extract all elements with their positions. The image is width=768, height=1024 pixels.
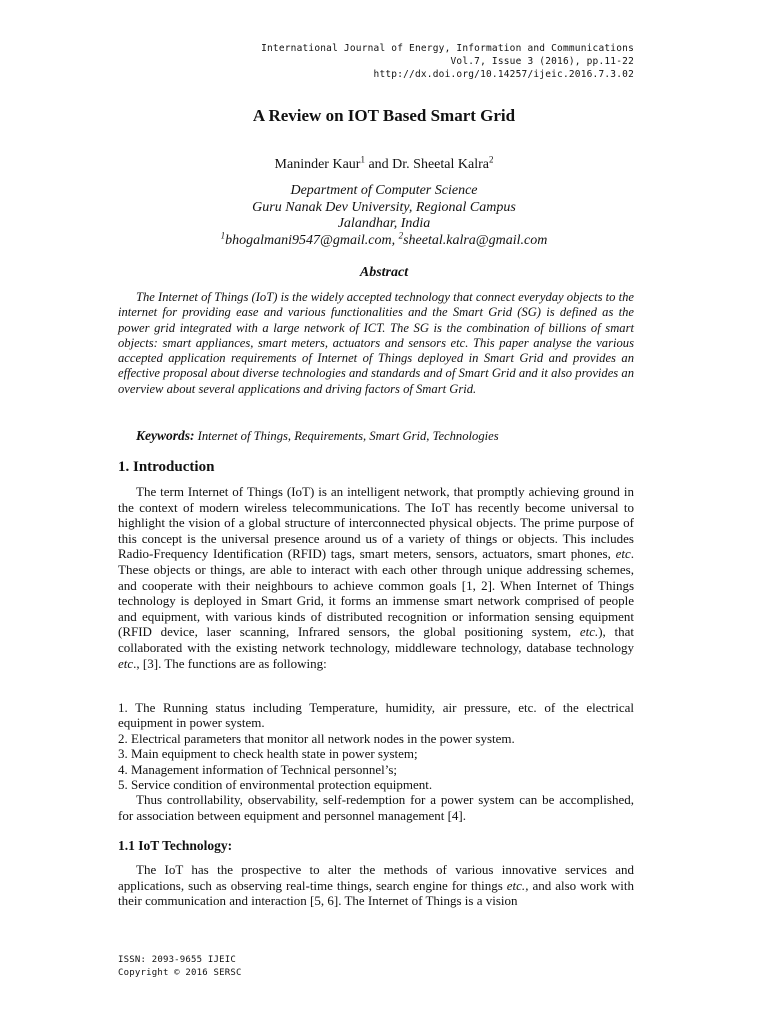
email-1-sup: 1 — [220, 229, 226, 240]
footer-issn: ISSN: 2093-9655 IJEIC — [118, 955, 236, 965]
author-line — [0, 154, 768, 173]
functions-list — [118, 700, 634, 792]
intro-etc-2: etc. — [579, 624, 599, 640]
footer-copyright: Copyright © 2016 SERSC — [118, 968, 242, 978]
list-item: 5. Service condition of environmental protection equipment. — [118, 777, 433, 793]
intro-etc-3: etc — [118, 655, 134, 671]
affil-city: Jalandhar, India — [337, 216, 431, 231]
intro-text-d: ., [3]. The functions are as following: — [133, 655, 327, 671]
affiliation — [0, 183, 768, 249]
list-item: 1. The Running status including Temperature, humidity, air pressure, etc. of the electrical equipment in power system. — [118, 700, 634, 731]
author-2: Dr. Sheetal Kalra — [392, 157, 489, 172]
email-1[interactable]: bhogalmani9547@gmail.com, — [225, 232, 396, 248]
iot-paragraph — [118, 862, 634, 909]
keywords-label: Keywords: — [136, 428, 195, 443]
iot-text-a: The IoT has the prospective to alter the methods of various innovative services and applications, such as observing real-time things, search engine for things — [118, 862, 634, 893]
doi-link[interactable]: http://dx.doi.org/10.14257/ijeic.2016.7.3.02 — [373, 69, 634, 80]
abstract-heading: Abstract — [359, 265, 409, 280]
keywords — [136, 428, 499, 444]
journal-header — [261, 42, 634, 81]
journal-volume: Vol.7, Issue 3 (2016), pp.11-22 — [450, 56, 634, 67]
list-item: 4. Management information of Technical personnel’s; — [118, 761, 397, 777]
intro-etc-1: etc — [615, 546, 631, 562]
intro-paragraph — [118, 484, 634, 671]
list-item: 3. Main equipment to check health state in power system; — [118, 746, 418, 762]
affil-emails — [0, 229, 768, 250]
paper-title: A Review on IOT Based Smart Grid — [252, 106, 516, 125]
iot-etc: etc. — [506, 877, 526, 893]
author-1-sup: 1 — [360, 154, 365, 165]
abstract-text: The Internet of Things (IoT) is the widely accepted technology that connect everyday objects to the internet for providing ease and various functionalities and the Smart Grid (SG) is defined as the power grid integrated with a large network of ICT. The SG is the combination of billions of smart objects: smart appliances, smart meters, actuators and sensors etc. This paper analyse the various accepted application requirements of Internet of Things deployed in Smart Grid and provides an effective proposal about diverse technologies and standards and of Smart Grid and it also provides an overview about several applications and driving factors of Smart Grid. — [118, 290, 634, 396]
email-2[interactable]: sheetal.kalra@gmail.com — [403, 232, 548, 248]
subsection-heading-iot-technology: 1.1 IoT Technology: — [118, 838, 233, 853]
affil-dept: Department of Computer Science — [290, 183, 478, 198]
affil-univ: Guru Nanak Dev University, Regional Campus — [252, 199, 516, 215]
author-2-sup: 2 — [488, 154, 494, 165]
intro-text-a: The term Internet of Things (IoT) is an intelligent network, that promptly achieving ground in the context of modern wireless telecommunications. The IoT has recently become universal to highlight the vision of a global structure of interconnected physical objects. The prime purpose of this concept is the universal presence around us of a variety of things or objects. This includes Radio-Frequency Identification (RFID) tags, smart meters, sensors, actuators, smart phones, — [118, 484, 634, 562]
list-item: 2. Electrical parameters that monitor all network nodes in the power system. — [118, 730, 515, 746]
intro-text-c: ), that collaborated with the existing network technology, middleware technology, database technology — [118, 624, 634, 655]
intro-text-b: . These objects or things, are able to interact with each other through unique addressing schemes, and cooperate with their neighbours to achieve common goals [1, 2]. When Internet of Things technology is deployed in Smart Grid, it forms an immense smart network comprised of people and equipment, with various kinds of distributed recognition or information sensing equipment (RFID device, laser scanning, Infrared sensors, the global positioning system, — [118, 546, 634, 640]
iot-text-b: , and also work with their communication and interaction [5, 6]. The Internet of Things is a vision — [118, 877, 634, 909]
section-heading-introduction: 1. Introduction — [118, 459, 215, 475]
email-2-sup: 2 — [398, 229, 404, 240]
author-1: Maninder Kaur — [274, 157, 361, 172]
intro-paragraph-2: Thus controllability, observability, self-redemption for a power system can be accomplished, for association between equipment and personnel management [4]. — [118, 792, 634, 823]
keywords-value: Internet of Things, Requirements, Smart Grid, Technologies — [197, 429, 499, 443]
journal-name: International Journal of Energy, Information and Communications — [261, 43, 634, 54]
author-and: and — [364, 157, 393, 172]
page-footer — [118, 954, 242, 980]
